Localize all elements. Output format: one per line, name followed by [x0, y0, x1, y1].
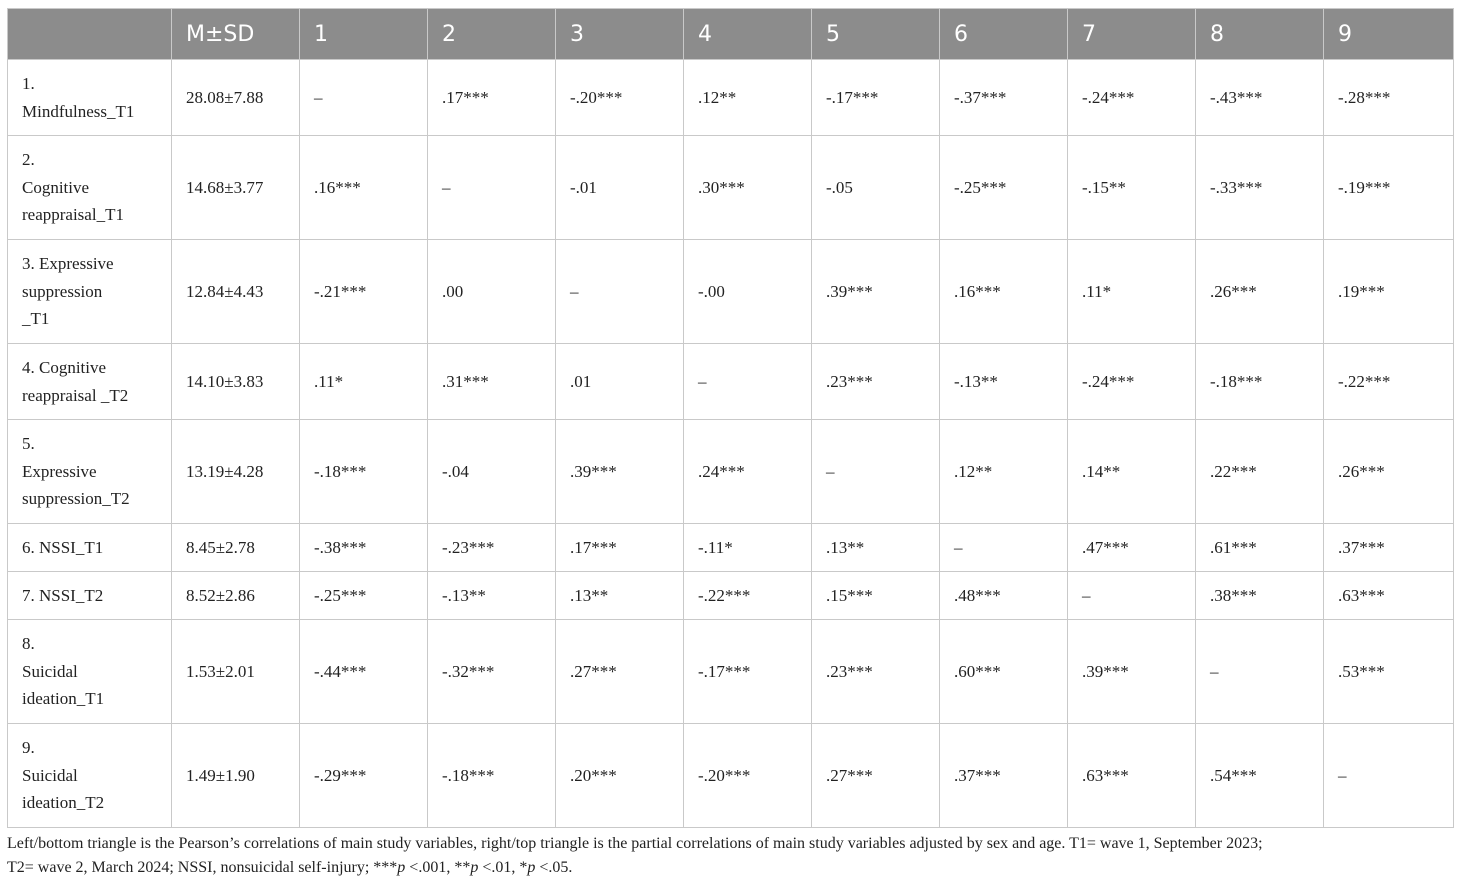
correlation-cell: –: [1068, 572, 1196, 620]
table-row: [8, 724, 1454, 828]
table-footnote: [7, 832, 1453, 880]
correlation-cell: –: [1196, 620, 1324, 724]
correlation-cell: .47***: [1068, 524, 1196, 572]
header-col-2: 2: [428, 9, 556, 60]
correlation-cell: -.17***: [812, 60, 940, 136]
correlation-cell: -.18***: [1196, 344, 1324, 420]
correlation-cell: .31***: [428, 344, 556, 420]
correlation-cell: -.22***: [1324, 344, 1454, 420]
row-label: [8, 240, 172, 344]
table-header-row: [8, 9, 1454, 60]
footnote-line-2: T2= wave 2, March 2024; NSSI, nonsuicidal self-injury; ***p <.001, **p <.01, *p <.05.: [7, 859, 573, 876]
header-col-5: 5: [812, 9, 940, 60]
correlation-table: [7, 8, 1454, 828]
correlation-cell: .61***: [1196, 524, 1324, 572]
correlation-cell: -.18***: [428, 724, 556, 828]
correlation-cell: .22***: [1196, 420, 1324, 524]
row-label: [8, 524, 172, 572]
row-label: [8, 724, 172, 828]
correlation-cell: –: [556, 240, 684, 344]
msd-cell: 12.84±4.43: [172, 240, 300, 344]
correlation-cell: -.04: [428, 420, 556, 524]
correlation-cell: .39***: [812, 240, 940, 344]
correlation-cell: .14**: [1068, 420, 1196, 524]
correlation-cell: -.23***: [428, 524, 556, 572]
row-label-line: _T1: [22, 309, 50, 329]
correlation-cell: .63***: [1324, 572, 1454, 620]
correlation-cell: .27***: [812, 724, 940, 828]
correlation-cell: .17***: [556, 524, 684, 572]
correlation-cell: .13**: [812, 524, 940, 572]
row-label-line: 7. NSSI_T2: [22, 585, 104, 605]
correlation-cell: .53***: [1324, 620, 1454, 724]
row-label-line: reappraisal_T1: [22, 205, 124, 225]
correlation-cell: –: [300, 60, 428, 136]
table-row: [8, 136, 1454, 240]
row-label-line: 5.: [22, 434, 35, 454]
msd-cell: 1.49±1.90: [172, 724, 300, 828]
header-col-4: 4: [684, 9, 812, 60]
correlation-cell: .11*: [300, 344, 428, 420]
row-label-line: Suicidal: [22, 765, 78, 785]
header-col-6: 6: [940, 9, 1068, 60]
correlation-cell: .26***: [1196, 240, 1324, 344]
correlation-cell: -.00: [684, 240, 812, 344]
correlation-cell: -.43***: [1196, 60, 1324, 136]
row-label: [8, 572, 172, 620]
table-row: [8, 572, 1454, 620]
row-label: [8, 420, 172, 524]
table-row: [8, 240, 1454, 344]
row-label-line: Expressive: [22, 461, 97, 481]
correlation-cell: .38***: [1196, 572, 1324, 620]
correlation-cell: .23***: [812, 344, 940, 420]
correlation-cell: -.20***: [556, 60, 684, 136]
correlation-cell: -.21***: [300, 240, 428, 344]
msd-cell: 8.52±2.86: [172, 572, 300, 620]
correlation-cell: .60***: [940, 620, 1068, 724]
correlation-cell: .48***: [940, 572, 1068, 620]
correlation-cell: -.17***: [684, 620, 812, 724]
row-label-line: suppression: [22, 281, 103, 301]
correlation-cell: .37***: [1324, 524, 1454, 572]
footnote-line-1: Left/bottom triangle is the Pearson’s correlations of main study variables, right/top triangle is the partial correlations of main study variables adjusted by sex and age. T1= wave 1, September 2023;: [7, 835, 1263, 852]
msd-cell: 14.10±3.83: [172, 344, 300, 420]
row-label-line: Mindfulness_T1: [22, 101, 135, 121]
correlation-cell: -.18***: [300, 420, 428, 524]
correlation-cell: -.33***: [1196, 136, 1324, 240]
correlation-cell: -.13**: [428, 572, 556, 620]
correlation-cell: -.05: [812, 136, 940, 240]
correlation-cell: .37***: [940, 724, 1068, 828]
row-label: [8, 344, 172, 420]
correlation-cell: -.15**: [1068, 136, 1196, 240]
correlation-cell: -.25***: [300, 572, 428, 620]
correlation-cell: .01: [556, 344, 684, 420]
table-row: [8, 60, 1454, 136]
row-label-line: 2.: [22, 150, 35, 170]
row-label-line: 6. NSSI_T1: [22, 537, 104, 557]
row-label-line: 3. Expressive: [22, 254, 114, 274]
row-label-line: 9.: [22, 738, 35, 758]
row-label-line: 8.: [22, 634, 35, 654]
correlation-cell: -.11*: [684, 524, 812, 572]
header-col-8: 8: [1196, 9, 1324, 60]
header-col-9: 9: [1324, 9, 1454, 60]
row-label-line: reappraisal _T2: [22, 385, 129, 405]
correlation-cell: .24***: [684, 420, 812, 524]
correlation-cell: -.24***: [1068, 344, 1196, 420]
correlation-table-container: [7, 8, 1453, 828]
msd-cell: 14.68±3.77: [172, 136, 300, 240]
correlation-cell: .23***: [812, 620, 940, 724]
correlation-cell: -.37***: [940, 60, 1068, 136]
correlation-cell: -.20***: [684, 724, 812, 828]
row-label-line: 1.: [22, 74, 35, 93]
correlation-cell: .16***: [300, 136, 428, 240]
correlation-cell: .26***: [1324, 420, 1454, 524]
correlation-cell: -.29***: [300, 724, 428, 828]
msd-cell: 1.53±2.01: [172, 620, 300, 724]
header-col-7: 7: [1068, 9, 1196, 60]
correlation-cell: .54***: [1196, 724, 1324, 828]
row-label-line: ideation_T2: [22, 793, 105, 813]
correlation-cell: .63***: [1068, 724, 1196, 828]
correlation-cell: .30***: [684, 136, 812, 240]
correlation-cell: –: [1324, 724, 1454, 828]
row-label-line: ideation_T1: [22, 689, 105, 709]
table-body: [8, 60, 1454, 828]
table-row: [8, 620, 1454, 724]
correlation-cell: –: [428, 136, 556, 240]
row-label-line: Suicidal: [22, 661, 78, 681]
row-label: [8, 620, 172, 724]
correlation-cell: -.13**: [940, 344, 1068, 420]
row-label-line: 4. Cognitive: [22, 358, 107, 377]
correlation-cell: .19***: [1324, 240, 1454, 344]
correlation-cell: –: [812, 420, 940, 524]
correlation-cell: .12**: [940, 420, 1068, 524]
correlation-cell: -.44***: [300, 620, 428, 724]
msd-cell: 13.19±4.28: [172, 420, 300, 524]
correlation-cell: .13**: [556, 572, 684, 620]
table-row: [8, 420, 1454, 524]
correlation-cell: .39***: [1068, 620, 1196, 724]
table-row: [8, 344, 1454, 420]
row-label-line: Cognitive: [22, 177, 90, 197]
header-col-1: 1: [300, 9, 428, 60]
correlation-cell: –: [940, 524, 1068, 572]
correlation-cell: -.22***: [684, 572, 812, 620]
row-label: [8, 136, 172, 240]
correlation-cell: -.19***: [1324, 136, 1454, 240]
correlation-cell: .16***: [940, 240, 1068, 344]
correlation-cell: .11*: [1068, 240, 1196, 344]
row-label: [8, 60, 172, 136]
correlation-cell: .39***: [556, 420, 684, 524]
table-row: [8, 524, 1454, 572]
row-label-line: suppression_T2: [22, 489, 130, 509]
correlation-cell: -.01: [556, 136, 684, 240]
correlation-cell: -.32***: [428, 620, 556, 724]
correlation-cell: -.25***: [940, 136, 1068, 240]
correlation-cell: .15***: [812, 572, 940, 620]
header-col-3: 3: [556, 9, 684, 60]
header-msd: M±SD: [172, 9, 300, 60]
msd-cell: 28.08±7.88: [172, 60, 300, 136]
correlation-cell: –: [684, 344, 812, 420]
correlation-cell: .20***: [556, 724, 684, 828]
correlation-cell: -.38***: [300, 524, 428, 572]
correlation-cell: .17***: [428, 60, 556, 136]
msd-cell: 8.45±2.78: [172, 524, 300, 572]
correlation-cell: -.24***: [1068, 60, 1196, 136]
header-blank: [8, 9, 172, 60]
correlation-cell: .00: [428, 240, 556, 344]
correlation-cell: .12**: [684, 60, 812, 136]
correlation-cell: -.28***: [1324, 60, 1454, 136]
correlation-cell: .27***: [556, 620, 684, 724]
